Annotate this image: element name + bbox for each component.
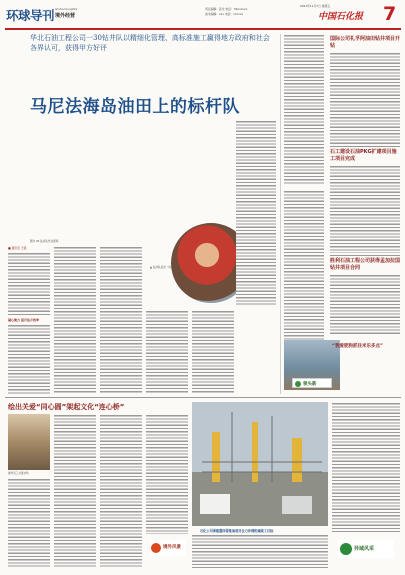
rule-s3 xyxy=(330,255,400,256)
right-col-b xyxy=(284,190,324,340)
right-divider xyxy=(280,34,281,394)
bc-text xyxy=(192,534,328,568)
right-col-a xyxy=(284,34,324,184)
main-col-1 xyxy=(8,252,50,315)
page-number: 7 xyxy=(383,3,397,25)
earth-icon xyxy=(295,381,301,387)
main-col-4 xyxy=(146,310,188,394)
main-byline: ■ 通讯员 王强 xyxy=(8,246,27,250)
main-title: 马尼法海岛油田上的标杆队 xyxy=(30,97,240,117)
bl-badge xyxy=(150,540,186,556)
photo-caption: 图为 30 钻井队作业现场 xyxy=(30,240,59,243)
bottom-left-title: 绘出关爱“同心圆”架起文化“连心桥” xyxy=(8,403,125,411)
rule-s2 xyxy=(330,146,400,147)
sub-head-1: 凝心聚力 提升钻井效率 xyxy=(8,318,40,322)
main-col-5 xyxy=(192,310,234,394)
bl-col-4 xyxy=(146,414,188,534)
bl-col-2 xyxy=(54,414,96,568)
flower-icon xyxy=(340,543,352,555)
inset-caption: ▲ 钻井队员在一线 xyxy=(150,266,171,269)
page-header xyxy=(0,0,405,28)
bottom-left-photo xyxy=(8,414,50,470)
story1-body xyxy=(330,52,400,144)
story2-title: 石工建设石油PKG扩建项目施工项目完成 xyxy=(330,149,397,162)
main-col-1b xyxy=(8,324,50,394)
bottom-left-caption: 境外员工共度中秋 xyxy=(8,472,29,475)
globe-icon xyxy=(151,543,161,553)
header-meta-1: 责任编辑：张龙 电话：59xxxxxx xyxy=(205,7,248,11)
main-deck xyxy=(30,34,270,53)
bottom-center-photo xyxy=(192,402,328,526)
header-rule xyxy=(5,28,401,30)
story2-body xyxy=(330,165,400,253)
box-title: “我爱肥狗抓住米乐多点” xyxy=(332,344,383,349)
right-badge-label: 领头新 xyxy=(303,382,317,387)
br-col xyxy=(332,402,400,532)
bl-badge-label: 境外风景 xyxy=(163,545,181,550)
section-en: Global Insights xyxy=(55,7,78,11)
main-col-3 xyxy=(100,246,142,394)
story3-body xyxy=(330,274,400,334)
paper-name: 中国石化报 xyxy=(318,12,364,22)
story1-title: 国际公司礼孚阿油田钻井项目开钻 xyxy=(330,36,401,49)
center-col-1 xyxy=(236,120,276,306)
section-sub: 境外经营 xyxy=(55,13,76,19)
story3-title: 胜利石油工程公司获得孟加拉国钻井项目合同 xyxy=(330,258,401,271)
header-date: 2021年11月7日 星期五 xyxy=(300,4,331,8)
bottom-rule xyxy=(5,397,401,398)
section-title: 环球导刊 xyxy=(6,8,55,23)
right-badge xyxy=(292,378,332,388)
main-col-2 xyxy=(54,246,96,394)
deck-text: 华北石油工程公司一30钻井队以精细化管理、高标准施工赢得地方政府和社会各界认可，获得甲方好评 xyxy=(30,34,270,52)
br-badge-label: 异域风采 xyxy=(354,546,375,552)
bl-col-1 xyxy=(8,478,50,568)
header-meta-2: 美术编辑：xxx 电话：xxxxxx xyxy=(205,12,244,16)
bl-col-3 xyxy=(100,414,142,568)
br-badge xyxy=(338,540,394,558)
bottom-center-caption: 石化公司承建墨西哥炼油项目全力冲刺机械竣工目标 xyxy=(200,529,274,533)
